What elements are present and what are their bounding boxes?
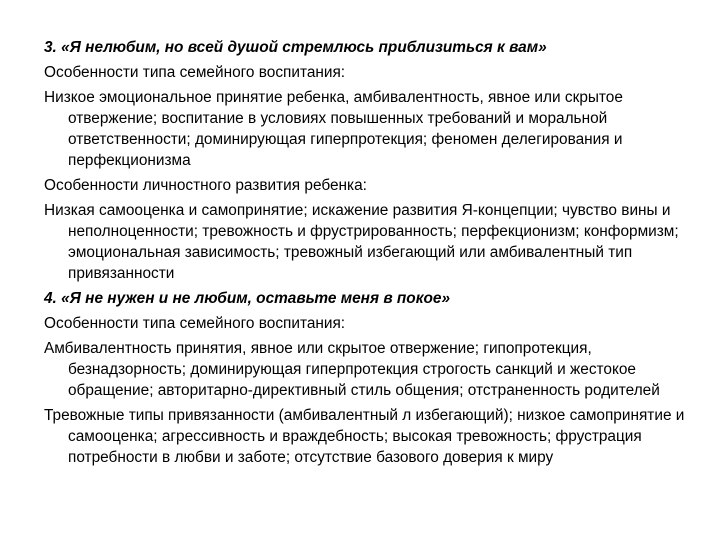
section-heading-4: 4. «Я не нужен и не любим, оставьте меня в покое»: [44, 290, 451, 307]
section-heading-3: 3. «Я нелюбим, но всей душой стремлюсь приблизиться к вам»: [44, 39, 547, 56]
slide-content: [44, 37, 692, 472]
family-upbringing-label-4: Особенности типа семейного воспитания:: [44, 315, 346, 332]
family-upbringing-text-3: Низкое эмоциональное принятие ребенка, амбивалентность, явное или скрытое отвержение; воспитание в условиях повышенных требований и моральной ответственности; доминирующая гиперпротекция; феномен делегирования и перфекционизма: [44, 89, 623, 169]
personality-development-text-3: Низкая самооценка и самопринятие; искажение развития Я-концепции; чувство вины и неполноценности; тревожность и фрустрированность; перфекционизм; конформизм; эмоциональная зависимость; тревожный избегающий или амбивалентный тип привязанности: [44, 202, 679, 282]
attachment-text-4: Тревожные типы привязанности (амбивалентный л избегающий); низкое самопринятие и самооценка; агрессивность и враждебность; высокая тревожность; фрустрация потребности в любви и заботе; отсутствие базового доверия к миру: [44, 407, 685, 466]
family-upbringing-label-3: Особенности типа семейного воспитания:: [44, 64, 346, 81]
personality-development-label-3: Особенности личностного развития ребенка:: [44, 177, 367, 194]
family-upbringing-text-4: Амбивалентность принятия, явное или скрытое отвержение; гипопротекция, безнадзорность; доминирующая гиперпротекция строгость санкций и жестокое обращение; авторитарно-директивный стиль общения; отстраненность родителей: [44, 340, 660, 399]
